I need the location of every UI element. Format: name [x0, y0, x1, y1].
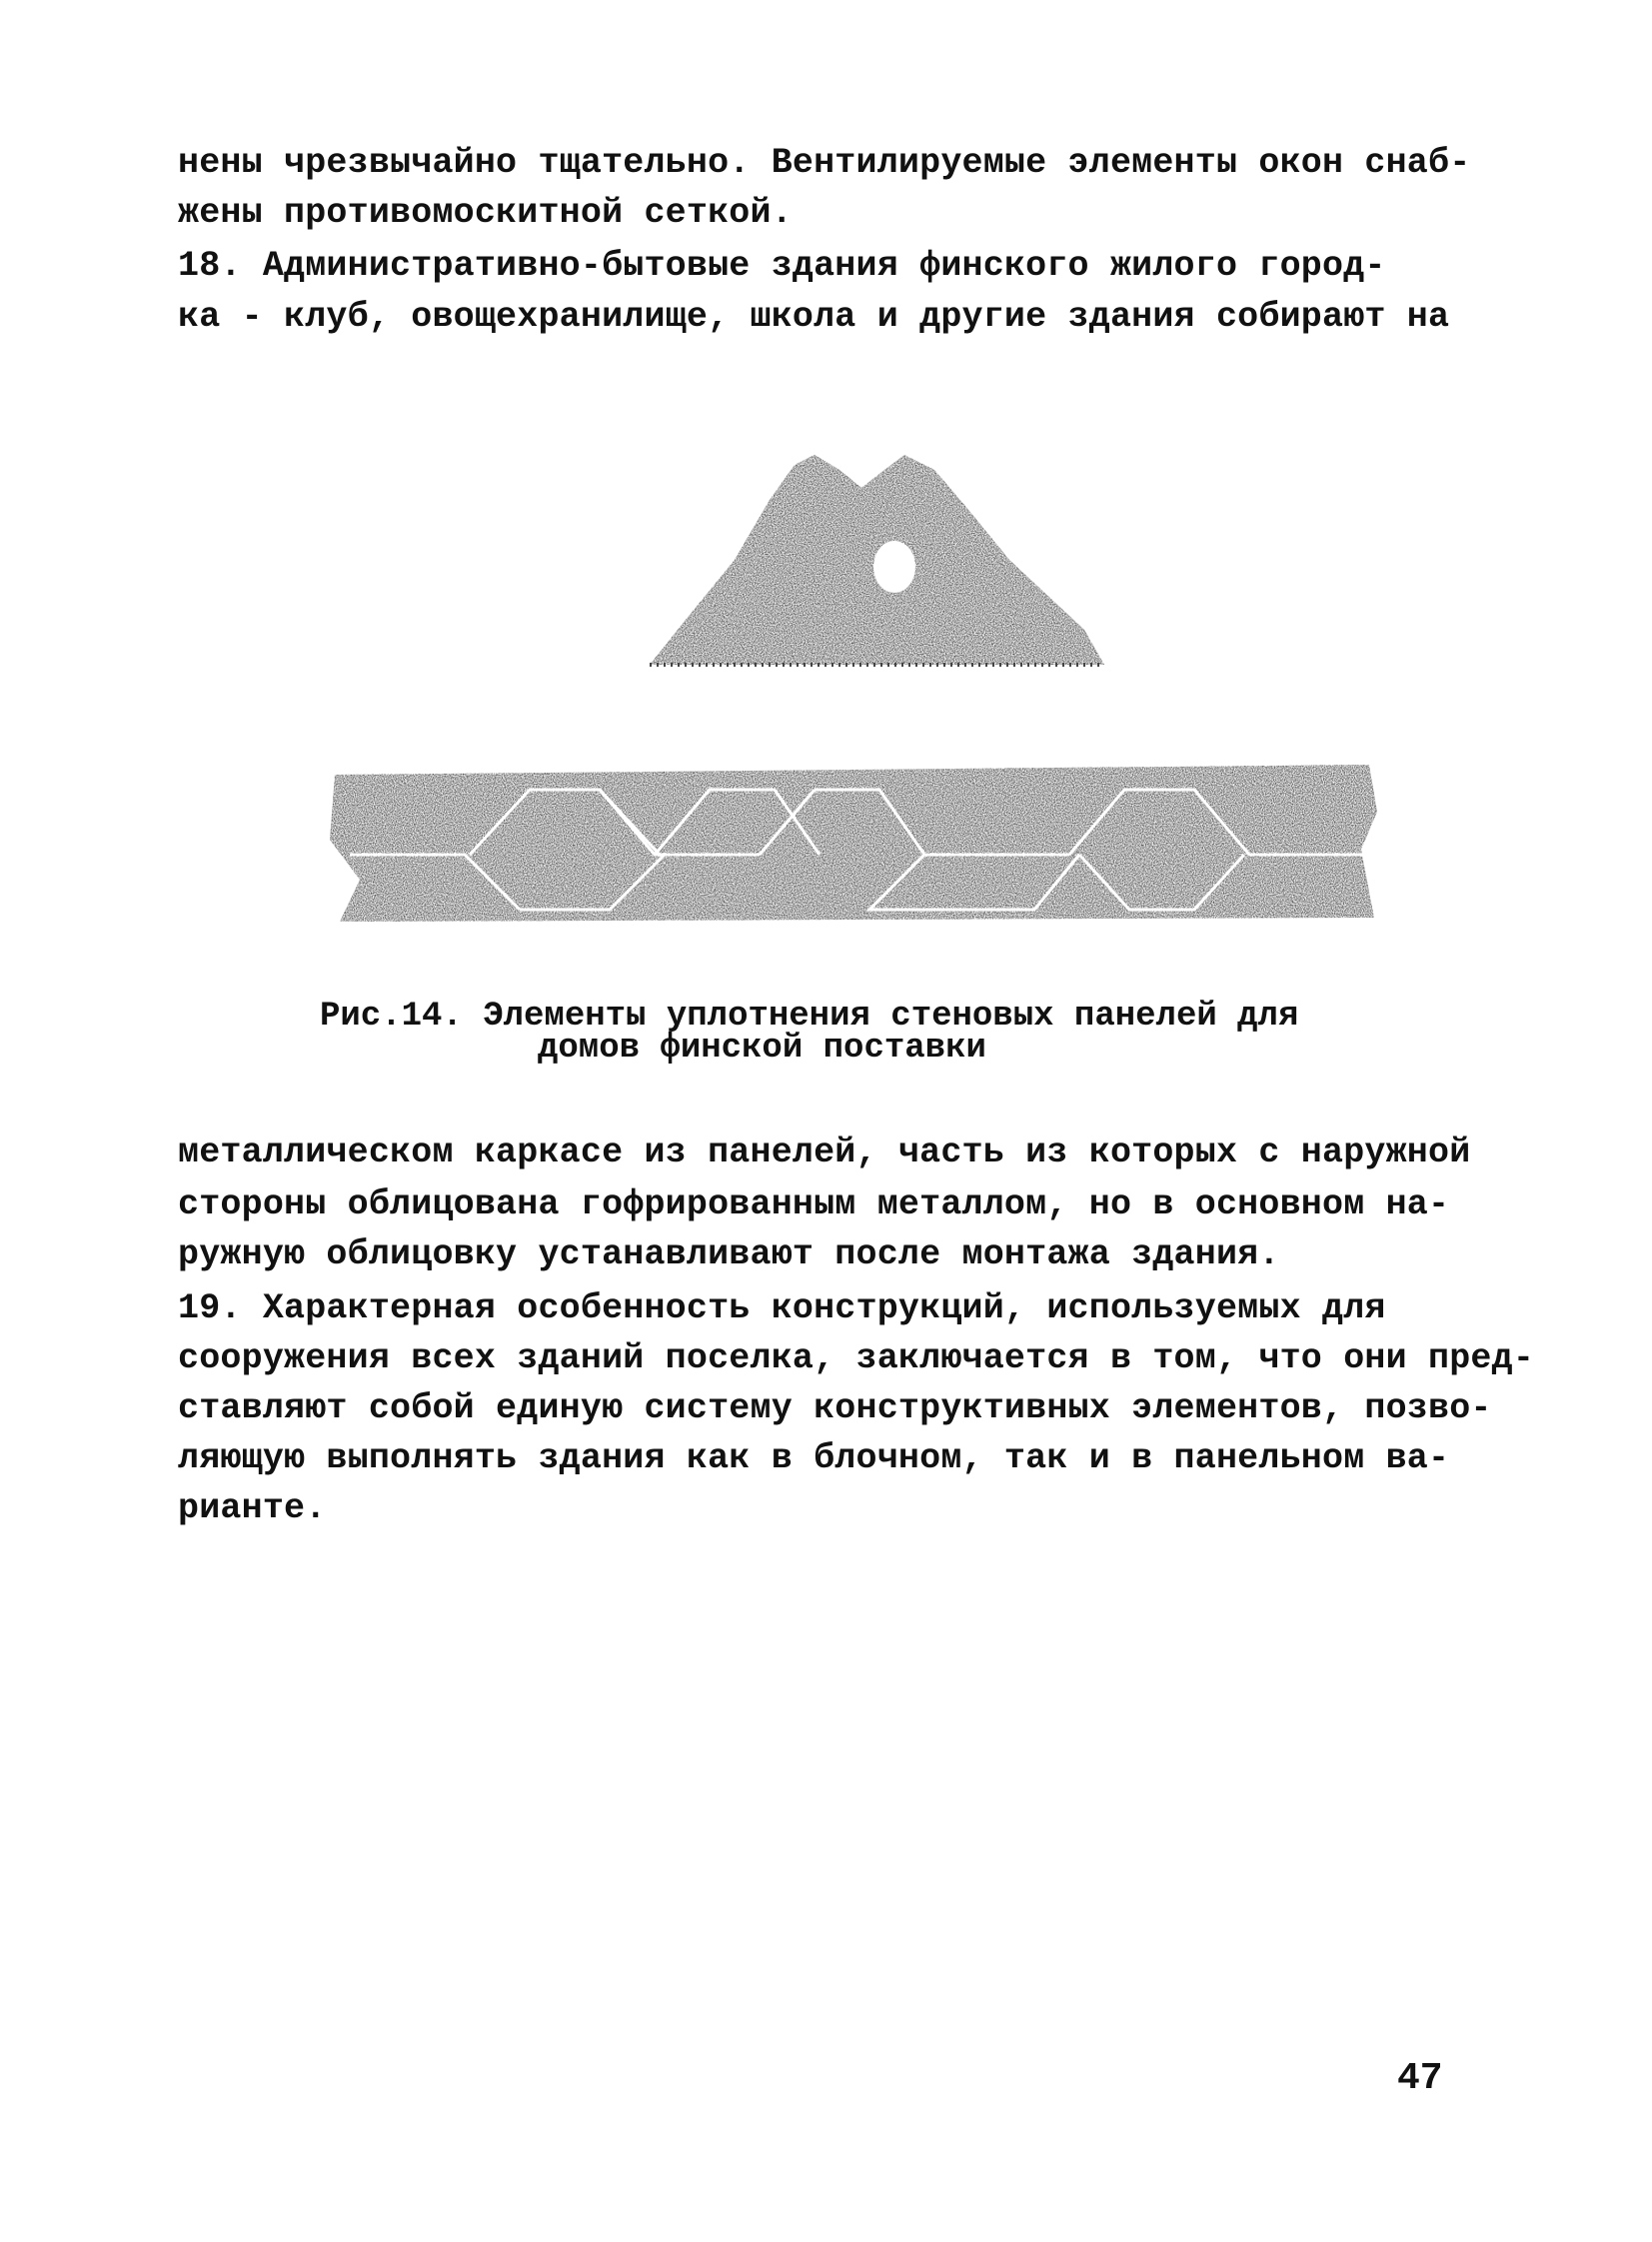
figure-caption-line-1: Рис.14. Элементы уплотнения стеновых панелей для: [320, 998, 1299, 1036]
figure-caption-line-2: домов финской поставки: [538, 1030, 986, 1068]
text-line: ляющую выполнять здания как в блочном, так и в панельном ва-: [178, 1438, 1450, 1478]
text-line: ка - клуб, овощехранилище, школа и другие здания собирают на: [178, 297, 1450, 337]
seal-profile: [650, 455, 1104, 665]
hexagonal-strip: [330, 765, 1377, 922]
text-line: ружную облицовку устанавливают после монтажа здания.: [178, 1234, 1280, 1274]
text-line: рианте.: [178, 1488, 327, 1528]
text-line: ставляют собой единую систему конструктивных элементов, позво-: [178, 1388, 1492, 1428]
text-line: жены противомоскитной сеткой.: [178, 193, 793, 233]
figure-drawing: [0, 0, 1652, 1000]
seal-profile-hole: [873, 541, 915, 593]
text-line: 18. Административно-бытовые здания финского жилого город-: [178, 246, 1386, 286]
text-line: металлическом каркасе из панелей, часть из которых с наружной: [178, 1132, 1471, 1172]
text-line: стороны облицована гофрированным металлом, но в основном на-: [178, 1184, 1450, 1224]
text-line: нены чрезвычайно тщательно. Вентилируемые элементы окон снаб-: [178, 143, 1471, 183]
text-line: сооружения всех зданий поселка, заключается в том, что они пред-: [178, 1338, 1535, 1378]
text-line: 19. Характерная особенность конструкций, используемых для: [178, 1288, 1386, 1328]
page-number: 47: [1397, 2057, 1443, 2100]
